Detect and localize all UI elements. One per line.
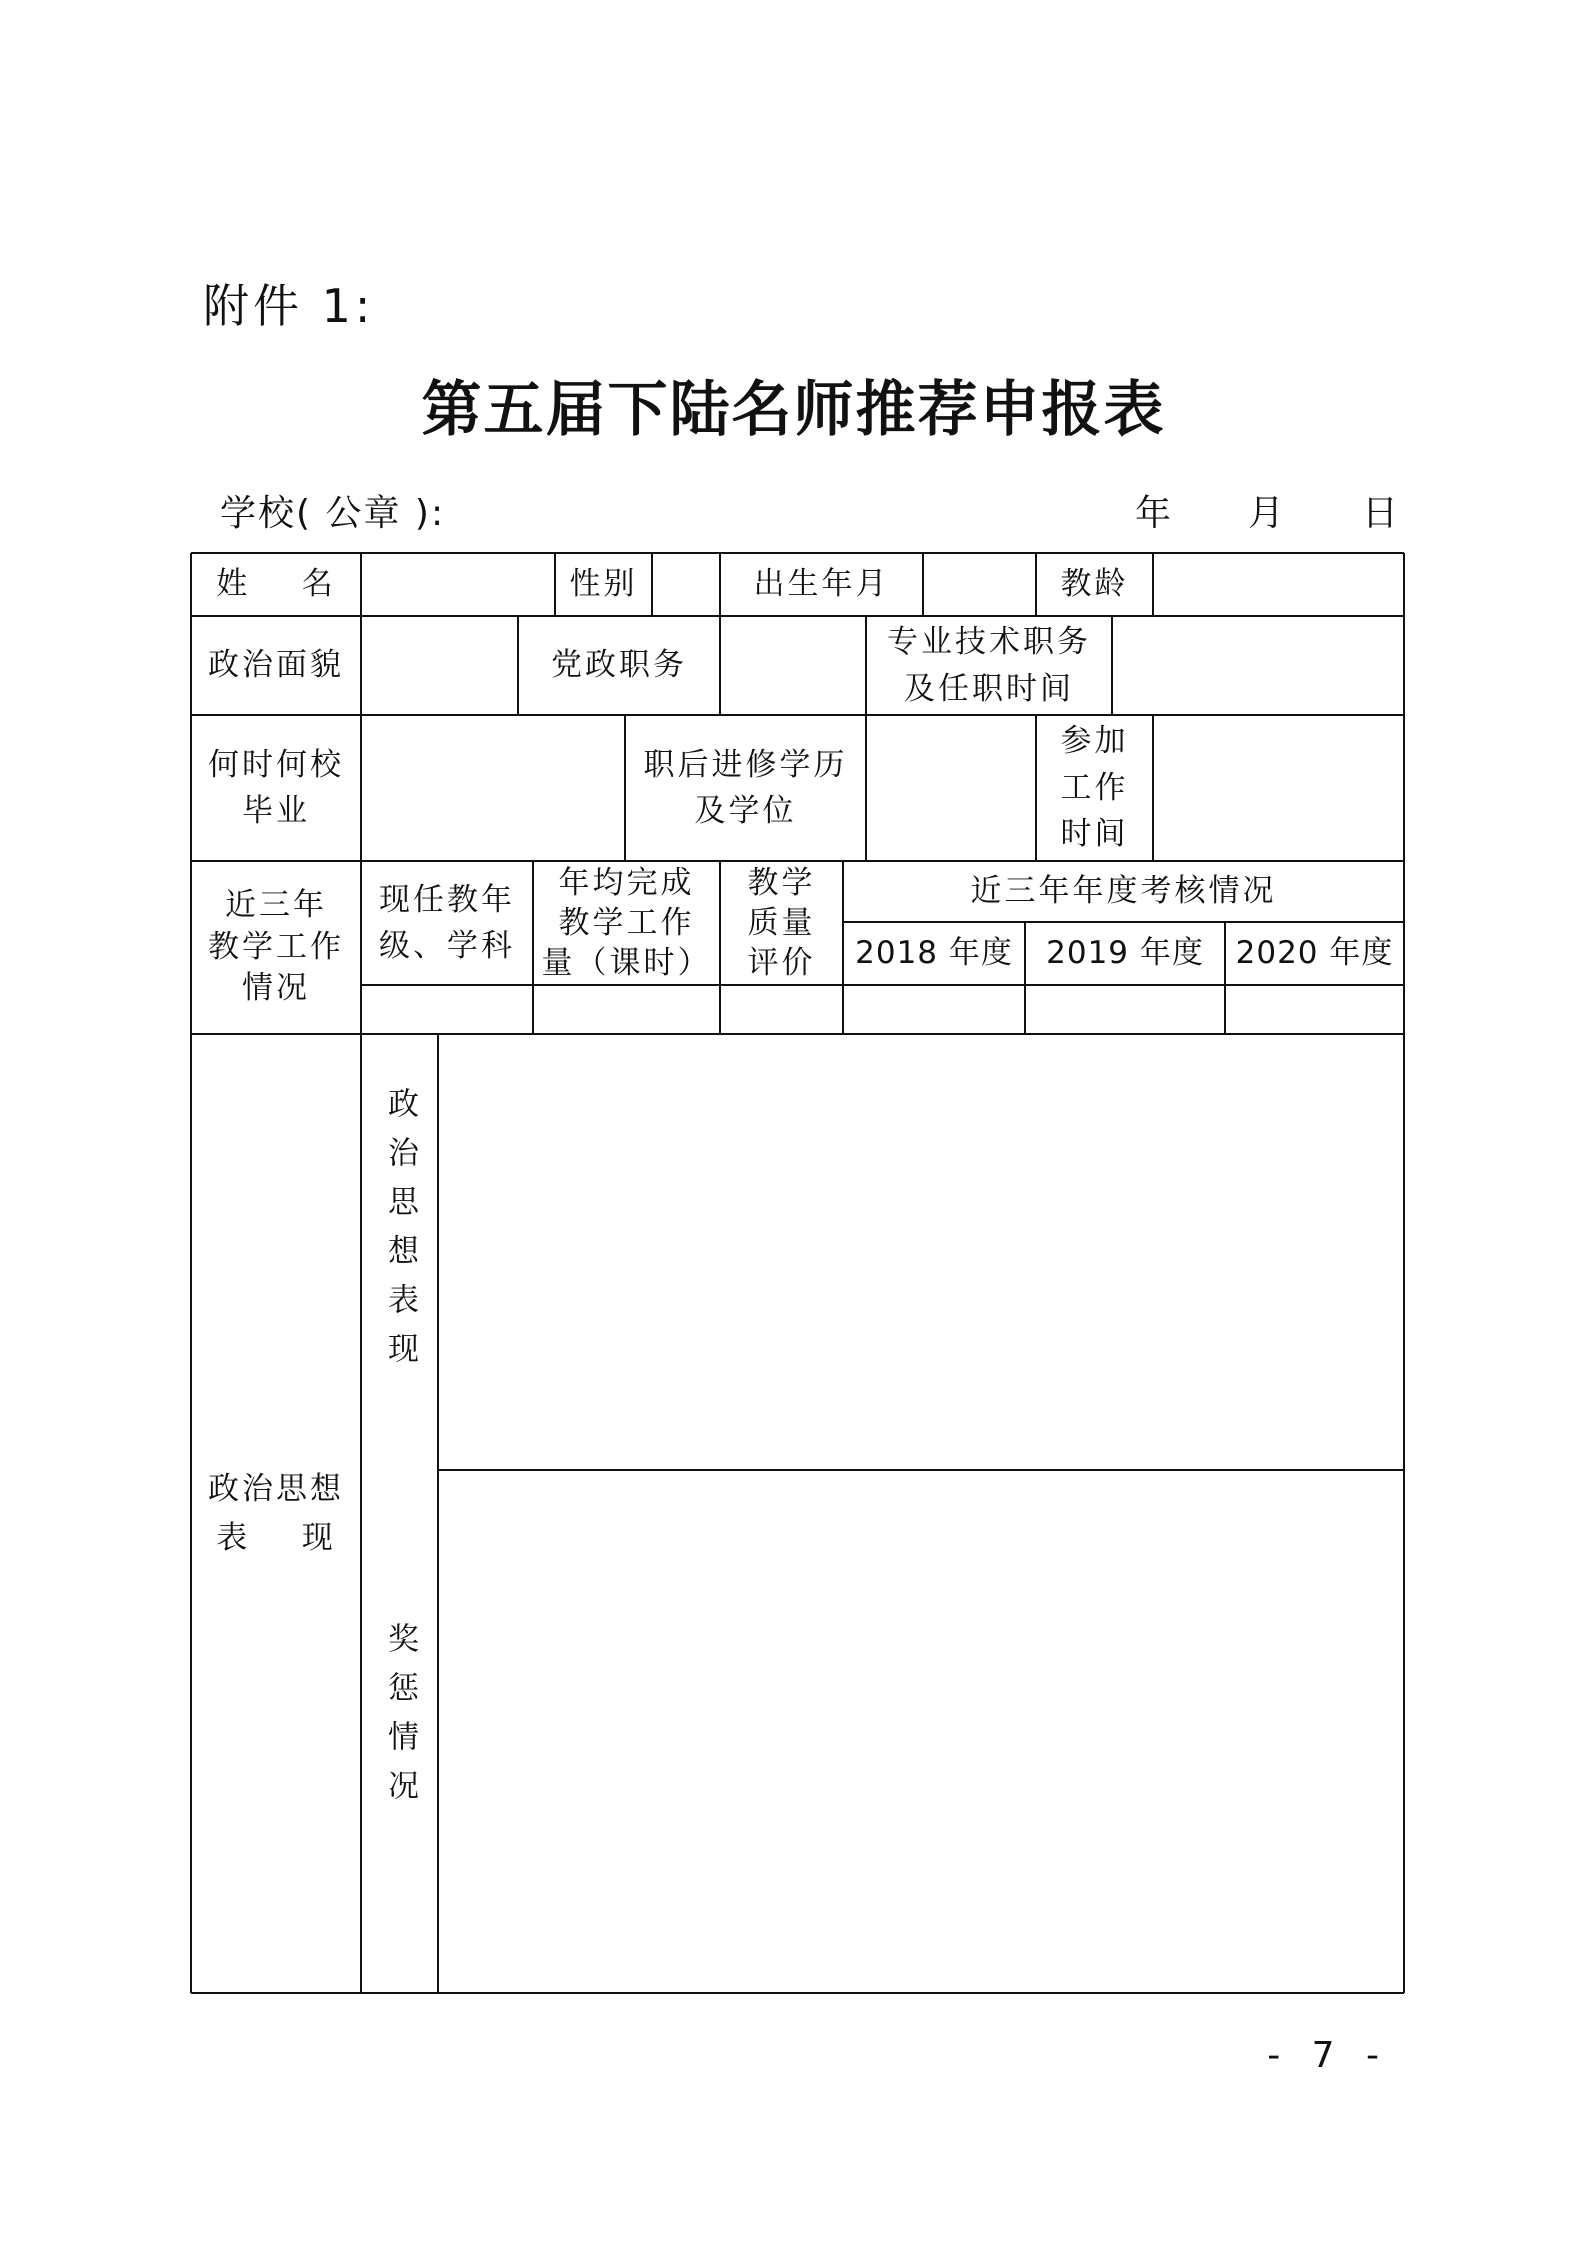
political-status-label: 政治面貌 [208,647,344,684]
assessment-label: 近三年年度考核情况 [970,873,1277,910]
further-edu-label: 职后进修学历 及学位 [643,746,848,829]
rewards-input[interactable] [438,1470,1404,1993]
tech-title-label: 专业技术职务 及任职时间 [887,624,1091,707]
assessment-2020-input[interactable] [1225,985,1404,1034]
work-start-label: 参加 工作 时间 [1060,723,1129,853]
assessment-2018-input[interactable] [843,985,1025,1034]
political-status-input[interactable] [361,616,518,715]
quality-eval-input[interactable] [720,985,843,1034]
gender-label: 性别 [569,566,638,603]
party-post-input[interactable] [720,616,866,715]
work-start-input[interactable] [1153,715,1404,861]
year-2018-label: 2018 年度 [855,935,1013,972]
political-sub-label: 政治思想表现 [382,1087,418,1381]
date-day-label: 日 [1362,493,1399,534]
graduation-input[interactable] [361,715,625,861]
form-title: 第五届下陆名师推荐申报表 [421,375,1166,445]
teaching-years-input[interactable] [1153,553,1404,616]
page-number: - 7 - [1267,2035,1389,2076]
rewards-sub-label: 奖惩情况 [382,1621,418,1818]
date-month-label: 月 [1248,493,1285,534]
recent-work-label: 近三年 教学工作 情况 [208,886,344,1007]
assessment-2019-input[interactable] [1025,985,1225,1034]
teaching-years-label: 教龄 [1060,566,1129,603]
birth-label: 出生年月 [753,566,890,603]
birth-input[interactable] [923,553,1036,616]
annual-workload-input[interactable] [533,985,720,1034]
current-grade-input[interactable] [361,985,533,1034]
further-edu-input[interactable] [866,715,1036,861]
date-year-label: 年 [1135,493,1172,534]
attachment-label: 附件 1: [203,279,375,333]
school-seal-label: 学校( 公章 ): [220,493,446,534]
current-grade-label: 现任教年 级、学科 [379,881,515,964]
political-section-label: 政治思想 表 现 [208,1471,344,1556]
party-post-label: 党政职务 [551,647,687,684]
gender-input[interactable] [652,553,720,616]
annual-workload-label: 年均完成 教学工作 量（课时） [541,864,712,982]
year-2019-label: 2019 年度 [1046,935,1204,972]
tech-title-input[interactable] [1112,616,1404,715]
quality-eval-label: 教学 质量 评价 [747,864,816,982]
political-performance-input[interactable] [438,1034,1404,1470]
name-label: 姓 名 [216,566,336,603]
year-2020-label: 2020 年度 [1235,935,1394,972]
graduation-label: 何时何校 毕业 [208,746,344,829]
name-input[interactable] [361,553,555,616]
